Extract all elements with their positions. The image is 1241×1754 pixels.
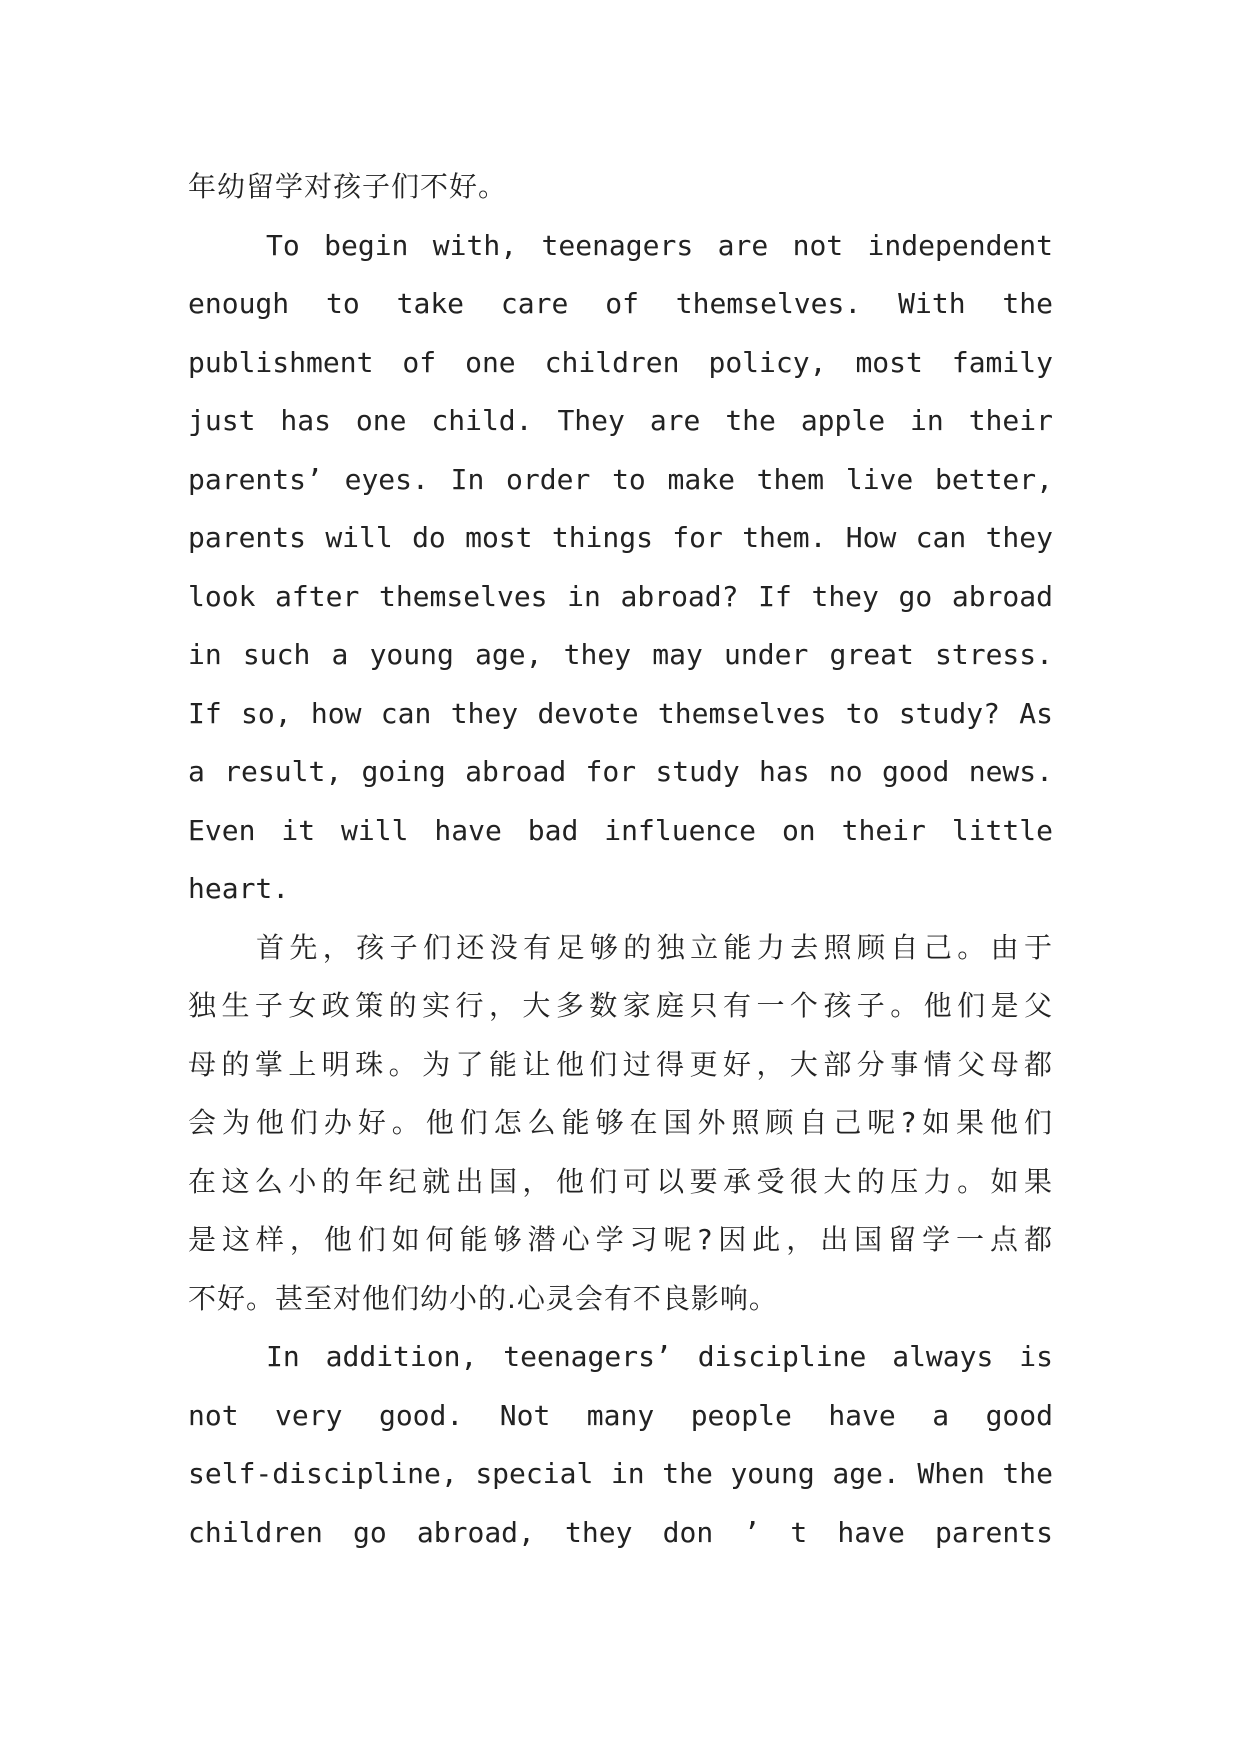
text-line: 独生子女政策的实行，大多数家庭只有一个孩子。他们是父 [188, 989, 1053, 1022]
text-line: heart. [188, 872, 290, 905]
text-line: 不好。甚至对他们幼小的.心灵会有不良影响。 [188, 1281, 778, 1315]
text-line: 母的掌上明珠。为了能让他们过得更好，大部分事情父母都 [188, 1047, 1053, 1081]
text-line: 在这么小的年纪就出国，他们可以要承受很大的压力。如果 [188, 1164, 1053, 1198]
text-line: a result, going abroad for study has no good news. [188, 755, 1053, 788]
text-line: Even it will have bad influence on their little [188, 813, 1053, 847]
text-line: children go abroad, they don ’ t have parents [188, 1515, 1053, 1549]
text-line: To begin with, teenagers are not independent [266, 228, 1053, 262]
text-line: publishment of one children policy, most family [188, 345, 1053, 379]
text-line: parents will do most things for them. How can they [188, 521, 1053, 554]
text-line: 是这样，他们如何能够潜心学习呢?因此，出国留学一点都 [188, 1223, 1053, 1256]
text-line: self-discipline, special in the young age. When the [188, 1457, 1053, 1490]
text-line: parents’ eyes. In order to make them live better, [188, 462, 1053, 496]
text-line: 年幼留学对孩子们不好。 [188, 170, 508, 203]
text-line: just has one child. They are the apple in their [188, 404, 1053, 437]
text-line: look after themselves in abroad? If they go abroad [188, 579, 1053, 613]
text-line: enough to take care of themselves. With the [188, 287, 1053, 320]
text-line: in such a young age, they may under great stress. [188, 638, 1053, 671]
document-body [188, 158, 1053, 1562]
text-line: 会为他们办好。他们怎么能够在国外照顾自己呢?如果他们 [188, 1106, 1053, 1139]
text-line: not very good. Not many people have a good [188, 1398, 1053, 1432]
text-line: In addition, teenagers’ discipline always is [266, 1340, 1053, 1373]
text-line: 首先，孩子们还没有足够的独立能力去照顾自己。由于 [256, 930, 1053, 964]
text-line: If so, how can they devote themselves to study? As [188, 696, 1053, 730]
